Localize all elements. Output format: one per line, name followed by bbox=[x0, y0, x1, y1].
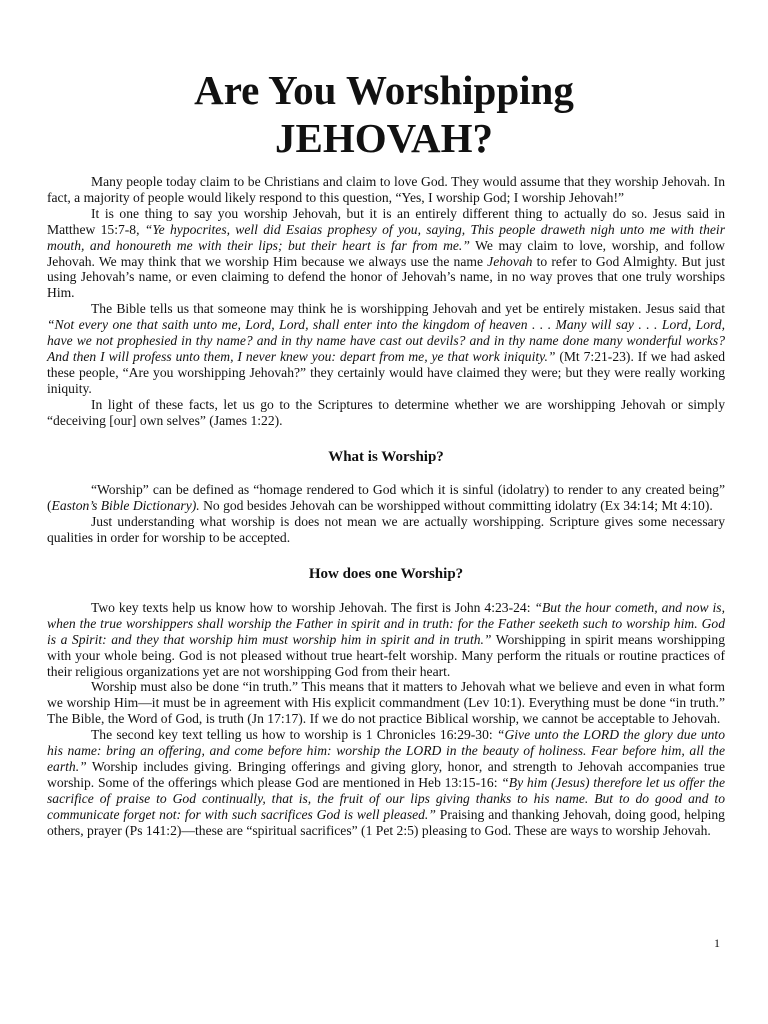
title-line-2: JEHOVAH? bbox=[275, 115, 493, 161]
text-run: The second key text telling us how to worship is 1 Chronicles 16:29-30: bbox=[91, 727, 497, 743]
section2-paragraph-1 bbox=[47, 600, 725, 680]
page-title bbox=[0, 66, 768, 162]
scripture-quote: “Give unto the LORD the glory due unto his name: bring an offering, and come before him: worship the LORD in the beauty of holiness. Fear before him, all the earth.” bbox=[47, 727, 725, 774]
section2-paragraph-3 bbox=[47, 727, 725, 838]
text-run: Two key texts help us know how to worship Jehovah. The first is John 4:23-24: bbox=[91, 599, 535, 615]
scripture-quote: “By him (Jesus) therefore let us offer the sacrifice of praise to God continually, that is, the fruit of our lips giving thanks to his name. But to do good and to communicate forget not: for with such sacrifices God is well pleased.” bbox=[47, 774, 725, 822]
scripture-quote: “Not every one that saith unto me, Lord, Lord, shall enter into the kingdom of heaven . . . Many will say . . . Lord, Lord, have we not prophesied in thy name? and in thy name have cast out devils? and in thy name done many wonderful works? And then I will profess unto them, I never knew you: depart from me, ye that work iniquity.” bbox=[47, 317, 725, 364]
intro-paragraph-3 bbox=[47, 301, 725, 396]
text-run: to refer to God Almighty. But just using Jehovah’s name, or even claiming to defend the honor of Jehovah’s name, in no way proves that one truly worships Him. bbox=[47, 253, 725, 301]
citation: Easton’s Bible Dictionary). bbox=[51, 498, 200, 514]
section-heading-what-is-worship: What is Worship? bbox=[328, 448, 444, 465]
emphasis-text: Jehovah bbox=[487, 253, 533, 269]
page-number: 1 bbox=[714, 936, 720, 950]
text-run: Praising and thanking Jehovah, doing good, helping others, prayer (Ps 141:2)—these are “spiritual sacrifices” (1 Pet 2:5) pleasing to God. These are ways to worship Jehovah. bbox=[47, 806, 725, 838]
section2-paragraph-2: Worship must also be done “in truth.” This means that it matters to Jehovah what we believe and even in what form we worship Him—it must be in agreement with His explicit commandment (Lev 10:1). Everything must be done “in truth.” The Bible, the Word of God, is truth (Jn 17:17). If we do not practice Biblical worship, we cannot be acceptable to Jehovah. bbox=[47, 679, 725, 727]
text-run: It is one thing to say you worship Jehovah, but it is an entirely different thing to actually do so. Jesus said in Matthew 15:7-8, bbox=[47, 205, 725, 237]
text-run: The Bible tells us that someone may think he is worshipping Jehovah and yet be entirely mistaken. Jesus said that bbox=[91, 301, 725, 317]
section1-paragraph-1 bbox=[47, 482, 725, 514]
scripture-quote: “Ye hypocrites, well did Esaias prophesy of you, saying, This people draweth nigh unto me with their mouth, and honoureth me with their lips; but their heart is far from me.” bbox=[47, 221, 725, 253]
intro-paragraph-1: Many people today claim to be Christians and claim to love God. They would assume that they worship Jehovah. In fact, a majority of people would likely respond to this question, “Yes, I worship God; I worship Jehovah!” bbox=[47, 174, 725, 205]
intro-paragraph-4: In light of these facts, let us go to the Scriptures to determine whether we are worshipping Jehovah or simply “deceiving [our] own selves” (James 1:22). bbox=[47, 396, 725, 428]
document-body bbox=[47, 174, 725, 839]
text-run: No god besides Jehovah can be worshipped without committing idolatry (Ex 34:14; Mt 4:10). bbox=[199, 498, 713, 514]
section-heading-how-to-worship: How does one Worship? bbox=[308, 566, 464, 583]
text-run: “Worship” can be defined as “homage rendered to God which it is sinful (idolatry) to render to any created being” ( bbox=[47, 482, 725, 514]
scripture-quote: “But the hour cometh, and now is, when the true worshippers shall worship the Father in spirit and in truth: for the Father seeketh such to worship him. God is a Spirit: and they that worship him must worship him in spirit and in truth.” bbox=[47, 599, 725, 647]
intro-paragraph-2 bbox=[47, 206, 725, 301]
text-run: Worship includes giving. Bringing offerings and giving glory, honor, and strength to Jehovah accompanies true worship. Some of the offerings which please God are mentioned in Heb 13:15-16: bbox=[47, 759, 725, 790]
title-line-1: Are You Worshipping bbox=[194, 67, 574, 113]
text-run: (Mt 7:21-23). If we had asked these people, “Are you worshipping Jehovah?” they certainly would have claimed they were; but they were really working iniquity. bbox=[47, 348, 725, 396]
text-run: We may claim to love, worship, and follow Jehovah. We may think that we worship Him because we always use the name bbox=[47, 237, 725, 269]
section1-paragraph-2: Just understanding what worship is does not mean we are actually worshipping. Scripture gives some necessary qualities in order for worship to be accepted. bbox=[47, 514, 725, 546]
text-run: Worshipping in spirit means worshipping with your whole being. God is not pleased without true heart-felt worship. Many perform the rituals or routine practices of their religious organizations yet are not worshipping God from their heart. bbox=[47, 631, 725, 679]
